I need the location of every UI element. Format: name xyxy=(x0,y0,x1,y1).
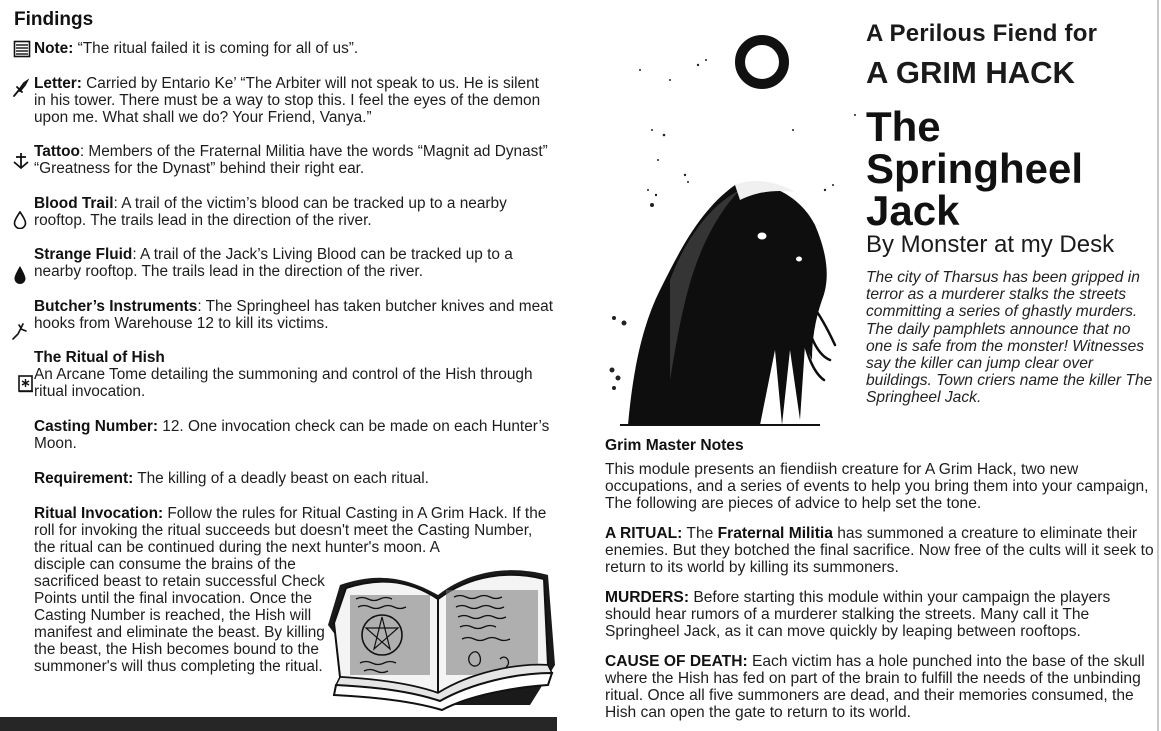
ritual-invocation xyxy=(34,505,552,556)
hooded-fiend-illustration xyxy=(600,0,860,430)
fluid-drop-filled-icon xyxy=(10,265,30,285)
invocation-text-continued: disciple can consume the brains of the sacrificed beast to retain successful Check Points until the final invocation. Once the Casting Number is reached, the Hish will manifest and eliminate the beast. By killing the beast, the Hish becomes bound to the summoner's will thus completing the ritual. xyxy=(34,556,325,675)
finding-note xyxy=(34,40,554,57)
anchor-tattoo-icon xyxy=(11,151,31,171)
title-line: The xyxy=(866,103,941,150)
note-icon xyxy=(12,39,32,59)
open-spellbook-illustration xyxy=(320,555,560,715)
finding-butchers-instruments xyxy=(34,298,554,332)
ritual-title: The Ritual of Hish xyxy=(34,349,165,366)
casting-text: 12. One invocation check can be made on each Hunter’s Moon. xyxy=(34,418,550,452)
letter-icon xyxy=(11,78,31,98)
requirement-text: The killing of a deadly beast on each ritual. xyxy=(133,470,429,487)
requirement-label: Requirement: xyxy=(34,470,134,487)
invocation-text: Follow the rules for Ritual Casting in A Grim Hack. If the roll for invoking the ritual succeeds but doesn't meet the Casting Number, the ritual can be continued during the next hunter's moon. A xyxy=(34,505,547,556)
finding-label: Tattoo xyxy=(34,143,80,160)
cause-of-death-label: CAUSE OF DEATH: xyxy=(605,653,748,670)
finding-tattoo xyxy=(34,143,554,177)
knife-icon xyxy=(10,320,30,340)
fraternal-militia: Fraternal Militia xyxy=(717,525,833,542)
kicker: A Perilous Fiend for xyxy=(866,20,1098,47)
finding-text: : A trail of the Jack’s Living Blood can be tracked up to a nearby rooftop. The trails lead in the direction of the river. xyxy=(34,246,513,280)
finding-text: Carried by Entario Ke’ “The Arbiter will not speak to us. He is silent in his tower. There must be a way to stop this. I feel the eyes of the demon upon me. What shall we do? Your Friend, Vanya.” xyxy=(34,75,541,126)
finding-text: : Members of the Fraternal Militia have the words “Magnit ad Dynast” “Greatness for the Dynast” behind their right ear. xyxy=(34,143,548,177)
cause-of-death-text: Each victim has a hole punched into the base of the skull where the Hish has fed on part of the brain to fulfill the needs of the unbinding ritual. Once all five summoners are dead, and their memories consumed, the Hish can open the gate to return to its world. xyxy=(605,653,1145,721)
casting-number xyxy=(34,418,554,452)
notes-intro: This module presents an fiendiish creature for A Grim Hack, two new occupations, and a series of events to help you bring them into your campaign, The following are pieces of advice to help set the tone. xyxy=(605,461,1149,512)
ritual-label: A RITUAL: xyxy=(605,525,683,542)
notes-cause-of-death xyxy=(605,653,1155,721)
casting-label: Casting Number: xyxy=(34,418,158,435)
ritual-of-hish xyxy=(34,349,554,400)
finding-blood-trail xyxy=(34,195,554,229)
title-line: Springheel xyxy=(866,145,1084,192)
notes-ritual xyxy=(605,525,1155,576)
finding-text: : A trail of the victim’s blood can be tracked up to a nearby rooftop. The trails lead in the direction of the river. xyxy=(34,195,507,229)
right-page xyxy=(600,0,1161,731)
blood-drop-outline-icon xyxy=(10,210,30,230)
finding-label: Blood Trail xyxy=(34,195,114,212)
finding-text: : The Springheel has taken butcher knives and meat hooks from Warehouse 12 to kill its victims. xyxy=(34,298,553,332)
ritual-text: has summoned a creature to eliminate their enemies. But they botched the final sacrifice. Now free of the cults will it seek to return to its world by killing its summoners. xyxy=(605,525,1154,576)
finding-strange-fluid xyxy=(34,246,554,280)
invocation-label: Ritual Invocation: xyxy=(34,505,164,522)
ritual-invocation-continued xyxy=(34,556,326,675)
grim-master-notes-heading: Grim Master Notes xyxy=(605,437,744,454)
page-footer-bar xyxy=(0,717,557,731)
finding-label: Note: xyxy=(34,40,74,57)
murders-text: Before starting this module within your campaign the players should hear rumors of a murderer stalking the streets. Many call it The Springheel Jack, as it can move quickly by leaping between rooftops. xyxy=(605,589,1111,640)
requirement xyxy=(34,470,554,487)
title-line: Jack xyxy=(866,187,960,234)
byline: By Monster at my Desk xyxy=(866,231,1115,258)
murders-label: MURDERS: xyxy=(605,589,690,606)
finding-label: Strange Fluid xyxy=(34,246,133,263)
page-edge-divider xyxy=(1157,0,1159,731)
finding-letter xyxy=(34,75,554,126)
ritual-text: The xyxy=(682,525,718,542)
tome-icon xyxy=(17,375,35,393)
intro-blurb: The city of Tharsus has been gripped in terror as a murderer stalks the streets committing a series of ghastly murders. The daily pamphlets announce that no one is safe from the monster! Witnesses say the killer can jump clear over buildings. Town criers name the killer The Springheel Jack. xyxy=(866,269,1153,407)
notes-murders xyxy=(605,589,1155,640)
ritual-description: An Arcane Tome detailing the summoning and control of the Hish through ritual invocation. xyxy=(34,366,533,400)
finding-text: “The ritual failed it is coming for all of us”. xyxy=(73,40,359,57)
module-title xyxy=(866,103,1084,234)
finding-label: Butcher’s Instruments xyxy=(34,298,198,315)
game-name: A GRIM HACK xyxy=(866,55,1075,90)
findings-heading: Findings xyxy=(14,9,94,30)
finding-label: Letter: xyxy=(34,75,82,92)
